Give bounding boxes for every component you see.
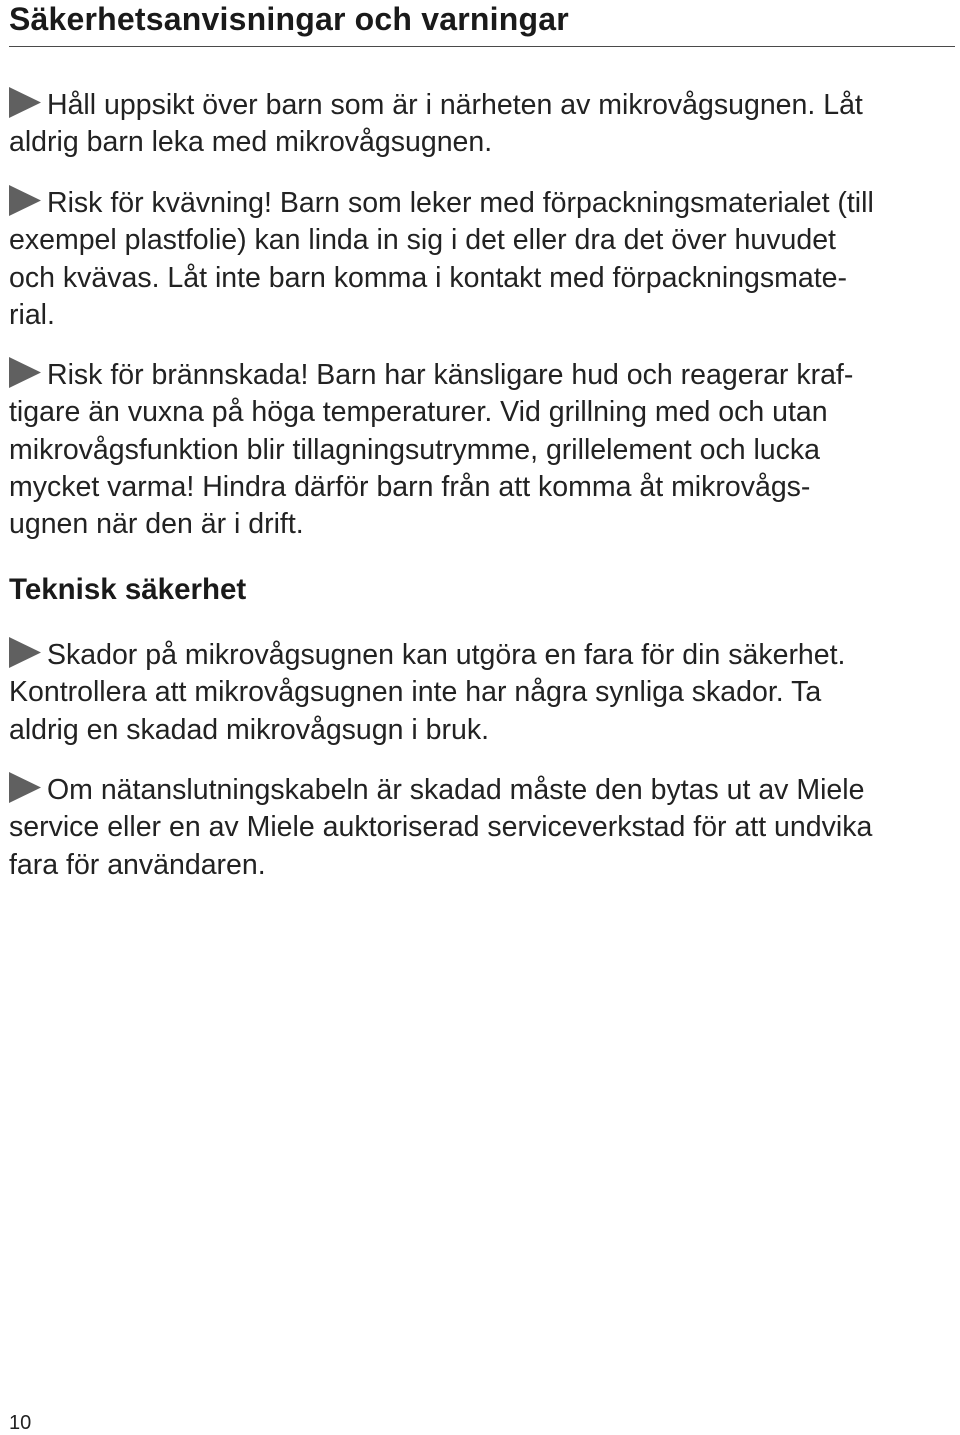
triangle-right-icon [9,185,41,216]
page-number: 10 [9,1412,32,1434]
safety-paragraph-suffocation [9,185,955,334]
paragraph-line: exempel plastfolie) kan linda in sig i det eller dra det över huvudet [9,224,836,257]
paragraph-line: ugnen när den är i drift. [9,508,304,541]
triangle-right-icon [9,772,41,803]
paragraph-line: Håll uppsikt över barn som är i närheten av mikrovågsugnen. Låt [9,87,955,124]
paragraph-line: Skador på mikrovågsugnen kan utgöra en fara för din säkerhet. [9,637,955,674]
safety-paragraph-power-cable [9,772,955,884]
paragraph-line: aldrig en skadad mikrovågsugn i bruk. [9,713,490,746]
safety-paragraph-supervise-children [9,87,955,162]
paragraph-line: mycket varma! Hindra därför barn från att komma åt mikrovågs- [9,470,811,503]
paragraph-line: tigare än vuxna på höga temperaturer. Vid grillning med och utan [9,396,828,429]
title-divider [9,46,955,47]
paragraph-line: mikrovågsfunktion blir tillagningsutrymme, grillelement och lucka [9,433,820,466]
safety-paragraph-damage-check [9,637,955,749]
safety-paragraph-burns [9,357,955,543]
paragraph-line: rial. [9,298,55,331]
paragraph-line: Om nätanslutningskabeln är skadad måste den bytas ut av Miele [9,772,955,809]
paragraph-line: Risk för kvävning! Barn som leker med förpackningsmaterialet (till [9,185,955,222]
triangle-right-icon [9,87,41,118]
paragraph-line: aldrig barn leka med mikrovågsugnen. [9,126,493,159]
paragraph-line: service eller en av Miele auktoriserad serviceverkstad för att undvika [9,811,873,844]
section-heading: Teknisk säkerhet [9,573,247,606]
triangle-right-icon [9,637,41,668]
paragraph-line: Kontrollera att mikrovågsugnen inte har några synliga skador. Ta [9,676,822,709]
paragraph-line: och kvävas. Låt inte barn komma i kontakt med förpackningsmate- [9,261,847,294]
paragraph-line: Risk för brännskada! Barn har känsligare hud och reagerar kraf- [9,357,955,394]
paragraph-line: fara för användaren. [9,848,266,881]
triangle-right-icon [9,357,41,388]
page-title: Säkerhetsanvisningar och varningar [9,1,569,37]
